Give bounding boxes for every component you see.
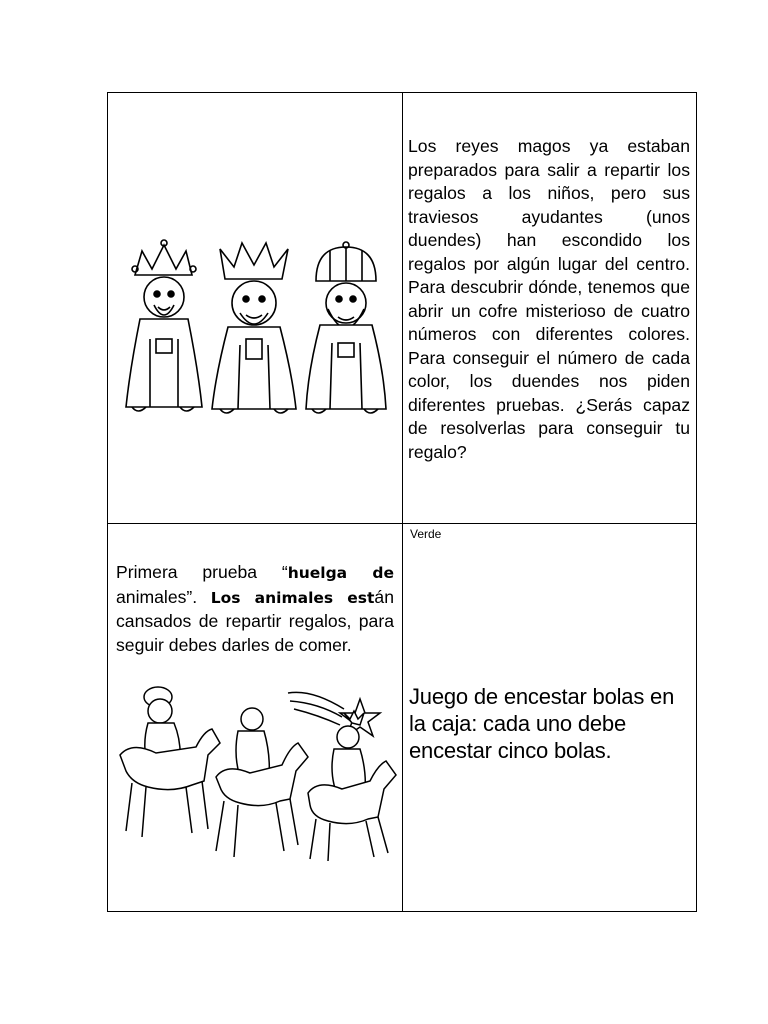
- king-middle-figure: [212, 243, 296, 413]
- king-left-figure: [126, 240, 202, 411]
- table-divider-horizontal: [108, 523, 696, 524]
- intro-story-text: Los reyes magos ya estaban preparados para salir a repartir los regalos a los niños, pero sus traviesos ayudantes (unos duendes) han escondido los regalos por algún lugar del centro. Para descubrir dónde, tenemos que abrir un cofre misterioso de cuatro números con diferentes colores. Para conseguir el número de cada color, los duendes nos piden diferentes pruebas. ¿Serás capaz de resolverlas para conseguir tu regalo?: [408, 136, 690, 462]
- rider-middle-figure: [216, 708, 308, 857]
- shooting-star-icon: [288, 692, 380, 736]
- activity-table: [107, 92, 697, 912]
- rider-right-figure: [308, 711, 396, 861]
- first-challenge-text: Primera prueba “huelga de animales”. Los animales están cansados de repartir regalos, para seguir debes darles de comer.: [116, 562, 394, 655]
- task-text: Juego de encestar bolas en la caja: cada uno debe encestar cinco bolas.: [409, 684, 675, 763]
- color-tag: Verde: [410, 527, 442, 541]
- king-right-figure: [306, 242, 386, 413]
- rider-left-figure: [120, 687, 220, 837]
- kings-on-horses-illustration: [112, 681, 398, 865]
- table-divider-vertical: [402, 93, 403, 911]
- three-kings-illustration: [120, 239, 390, 419]
